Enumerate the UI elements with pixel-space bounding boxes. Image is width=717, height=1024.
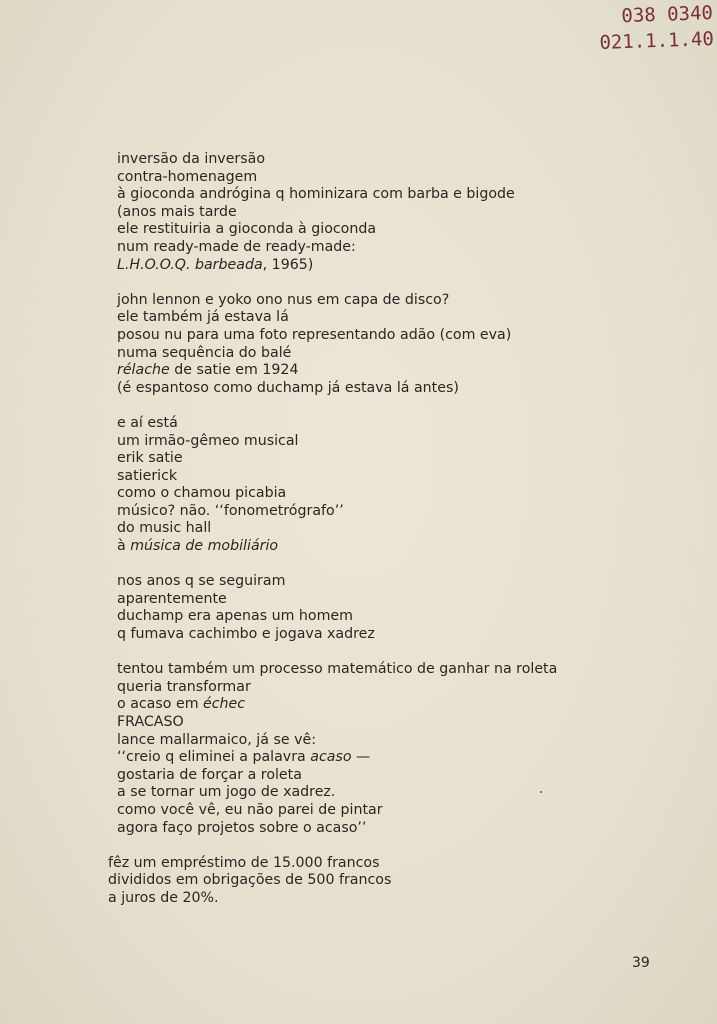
poem-line [117,696,677,714]
poem-line: FRACASO [117,714,184,730]
poem-line: (é espantoso como duchamp já estava lá antes) [117,379,459,396]
poem-line: tentou também um processo matemático de ganhar na roleta [117,661,558,678]
poem-line: john lennon e yoko ono nus em capa de disco? [117,291,450,308]
text-segment: — [351,749,371,766]
poem-line: agora faço projetos sobre o acaso’’ [117,819,367,836]
text-segment: o acaso em [117,696,204,713]
italic-text: música de mobiliário [130,538,279,555]
poem-line: a se tornar um jogo de xadrez. [117,784,336,801]
poem-line: num ready-made de ready-made: [117,238,356,255]
poem-line: ele também já estava lá [117,309,289,326]
speck [540,791,542,793]
text-segment: de satie em 1924 [169,362,299,379]
poem-line: divididos em obrigações de 500 francos [108,872,392,889]
poem-line: inversão da inversão [117,151,266,167]
text-segment: ‘‘creio q eliminei a palavra [117,749,311,766]
poem-line: q fumava cachimbo e jogava xadrez [117,626,375,643]
poem-line: duchamp era apenas um homem [117,608,353,625]
archive-code-2: 021.1.1.40 [598,28,714,54]
poem-line [117,749,677,767]
page-number: 39 [632,955,650,971]
poem-line: gostaria de forçar a roleta [117,766,302,783]
italic-text: rélache [117,362,170,379]
poem-body [108,151,677,908]
text-segment: à [117,538,131,555]
archive-code-1: 038 0340 [620,2,713,28]
poem-line [117,538,677,556]
poem-line: do music hall [117,520,212,537]
italic-text: échec [203,696,246,713]
stanza [117,661,677,837]
poem-line: nos anos q se seguiram [117,573,286,590]
stanza [117,415,677,556]
poem-line: satierick [117,467,178,484]
poem-line [117,362,677,380]
poem-line: queria transformar [117,678,251,695]
stanza [117,292,677,398]
text-segment: , 1965) [262,256,314,273]
poem-line: numa sequência do balé [117,344,292,361]
stanza [117,573,677,643]
poem-line: erik satie [117,450,183,467]
poem-line: e aí está [117,414,178,431]
poem-line: à gioconda andrógina q hominizara com barba e bigode [117,186,515,203]
poem-line: ele restituiria a gioconda à gioconda [117,221,377,238]
stanza [117,151,677,274]
poem-line [117,257,677,275]
poem-line: aparentemente [117,590,227,607]
archive-stamp [598,0,714,56]
poem-line: músico? não. ‘‘fonometrógrafo’’ [117,502,344,519]
poem-line: lance mallarmaico, já se vê: [117,731,316,748]
italic-text: acaso [310,749,352,766]
poem-line: (anos mais tarde [117,203,237,220]
italic-text: L.H.O.O.Q. barbeada [117,256,263,273]
stanza [108,855,677,908]
poem-line: um irmão-gêmeo musical [117,432,299,449]
poem-line: posou nu para uma foto representando adão (com eva) [117,326,512,343]
poem-line: a juros de 20%. [108,889,219,906]
poem-line: como você vê, eu não parei de pintar [117,801,383,818]
poem-line: contra-homenagem [117,168,258,185]
poem-line: fêz um empréstimo de 15.000 francos [108,854,380,871]
poem-line: como o chamou picabia [117,485,287,502]
